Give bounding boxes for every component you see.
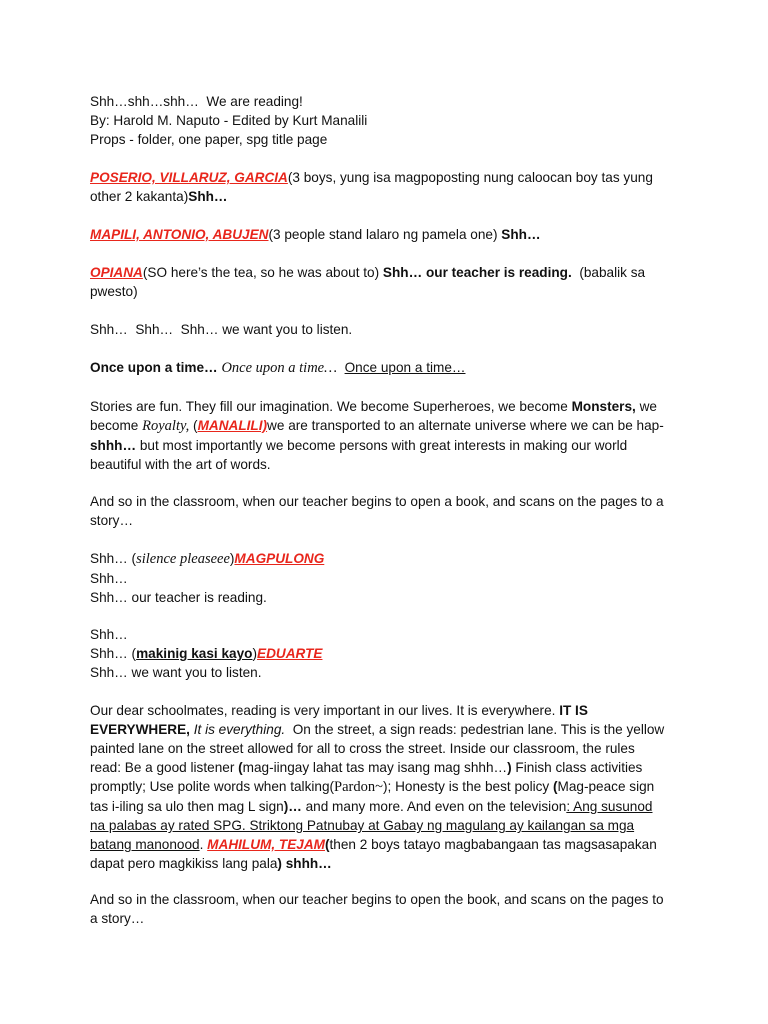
cast-names: EDUARTE (257, 646, 323, 661)
silence-text: silence pleaseee (136, 551, 230, 567)
text-run: tas i-iling sa ulo then mag L sign (90, 799, 284, 814)
stage-note: (SO here’s the tea, so he was about to) (142, 265, 383, 280)
shh-text: Shh… (188, 189, 228, 204)
text-run: ( (189, 418, 198, 433)
spg-text: : Ang susunod (566, 799, 653, 814)
props-line: Props - folder, one paper, spg title page (90, 132, 328, 147)
para-line: beautiful with the art of words. (90, 457, 271, 472)
para-line: Shh… (90, 627, 128, 642)
paragraph-makinig (90, 625, 690, 682)
para-line (90, 436, 690, 455)
shh-text: ) shhh… (277, 856, 332, 871)
text-run: )… (283, 799, 302, 814)
text-run: Mag-peace sign (557, 779, 655, 794)
text-run: ); Honesty is the best policy (382, 779, 553, 794)
royalty-text: Royalty, (142, 418, 190, 434)
cast-names: MAHILUM, TEJAM (207, 837, 325, 852)
cast-names: MAGPULONG (234, 551, 325, 566)
text-run: ) (507, 760, 512, 775)
header-block (90, 92, 690, 149)
once-bold: Once upon a time… (90, 360, 218, 375)
para-line (90, 854, 690, 873)
text-run: ( (238, 760, 243, 775)
para-line (90, 358, 690, 378)
para-line (90, 168, 690, 187)
monsters-text: Monsters, (571, 399, 636, 414)
emphasis-text: EVERYWHERE, (90, 722, 190, 737)
para-line: Shh… our teacher is reading. (90, 590, 267, 605)
paragraph-mapili (90, 225, 690, 244)
para-line (90, 225, 690, 244)
para-line: story… (90, 513, 134, 528)
para-line (90, 644, 690, 663)
para-line: And so in the classroom, when our teacher begins to open the book, and scans on the pages to (90, 892, 664, 907)
text-run: Finish class activities (511, 760, 643, 775)
text-run: Our dear schoolmates, reading is very important in our lives. It is everywhere. (90, 703, 560, 718)
para-line: Shh… we want you to listen. (90, 665, 262, 680)
spg-text: batang manonood (90, 837, 200, 852)
once-italic: Once upon a time… (221, 360, 338, 376)
text-run: ( (324, 837, 330, 852)
para-line (90, 720, 690, 739)
para-line (90, 549, 690, 569)
paragraph-shh-listen (90, 320, 690, 339)
cast-names: MANALILI) (197, 418, 268, 433)
para-line (90, 416, 690, 436)
para-line: painted lane on the street allowed for all to cross the street. Inside our classroom, the rules (90, 741, 635, 756)
text-run: but most importantly we become persons with great interests in making our world (136, 438, 628, 453)
stage-note: (3 people stand lalaro ng pamela one) (268, 227, 502, 242)
text-run: Stories are fun. They fill our imagination. We become Superheroes, we become (90, 399, 572, 414)
para-line (90, 777, 690, 797)
para-line (90, 263, 690, 282)
para-line (90, 187, 690, 206)
makinig-text: makinig kasi kayo (136, 646, 253, 661)
text-run: mag-iingay lahat tas may isang mag shhh… (242, 760, 508, 775)
stage-note: (babalik sa (571, 265, 646, 280)
pardon-text: Pardon~ (334, 779, 383, 795)
text-run: ) (229, 551, 235, 566)
para-line: Shh… Shh… Shh… we want you to listen. (90, 322, 353, 337)
para-line: And so in the classroom, when our teacher begins to open a book, and scans on the pages to a (90, 494, 664, 509)
cast-names: POSERIO, VILLARUZ, GARCIA (90, 170, 288, 185)
shh-text: Shh… (501, 227, 541, 242)
paragraph-stories (90, 397, 690, 474)
para-line (90, 397, 690, 416)
shh-text: shhh… (90, 438, 137, 453)
text-run: read: Be a good listener (90, 760, 239, 775)
text-run: ) (252, 646, 257, 661)
para-line: Shh… (90, 571, 128, 586)
paragraph-classroom-2 (90, 890, 690, 928)
paragraph-once-upon (90, 358, 690, 378)
text-run: become (90, 418, 143, 433)
text-run: we are transported to an alternate universe where we can be hap- (267, 418, 664, 433)
paragraph-poserio (90, 168, 690, 206)
text-run: ( (552, 779, 558, 794)
cast-names: OPIANA (90, 265, 143, 280)
paragraph-classroom-1 (90, 492, 690, 530)
para-line (90, 835, 690, 854)
text-run: dapat pero magkikiss lang pala (90, 856, 278, 871)
para-line: a story… (90, 911, 145, 926)
text-run: Shh… ( (90, 551, 137, 566)
everything-text: It is everything. (189, 722, 286, 737)
paragraph-silence (90, 549, 690, 607)
text-run: On the street, a sign reads: pedestrian lane. This is the yellow (285, 722, 665, 737)
para-line (90, 701, 690, 720)
stage-note: other 2 kakanta) (90, 189, 189, 204)
cast-names: MAPILI, ANTONIO, ABUJEN (90, 227, 269, 242)
text-run: Shh… ( (90, 646, 137, 661)
emphasis-text: IT IS (559, 703, 588, 718)
text-run: and many more. And even on the television (301, 799, 567, 814)
spg-text: na palabas ay rated SPG. Striktong Patnubay at Gabay ng magulang ay kailangan sa mga (90, 818, 635, 833)
byline: By: Harold M. Naputo - Edited by Kurt Manalili (90, 113, 368, 128)
text-run: . (199, 837, 208, 852)
once-underline: Once upon a time… (344, 360, 466, 375)
text-run: promptly; Use polite words when talking( (90, 779, 335, 794)
text-run: then 2 boys tatayo magbabangaan tas magsasapakan (329, 837, 657, 852)
para-line (90, 797, 690, 816)
paragraph-schoolmates (90, 701, 690, 873)
shh-text: Shh… our teacher is reading. (382, 265, 572, 280)
stage-note: (3 boys, yung isa magpoposting nung caloocan boy tas yung (287, 170, 653, 185)
para-line: pwesto) (90, 284, 138, 299)
text-run: we (635, 399, 657, 414)
title-line: Shh…shh…shh… We are reading! (90, 94, 303, 109)
paragraph-opiana (90, 263, 690, 301)
para-line (90, 758, 690, 777)
